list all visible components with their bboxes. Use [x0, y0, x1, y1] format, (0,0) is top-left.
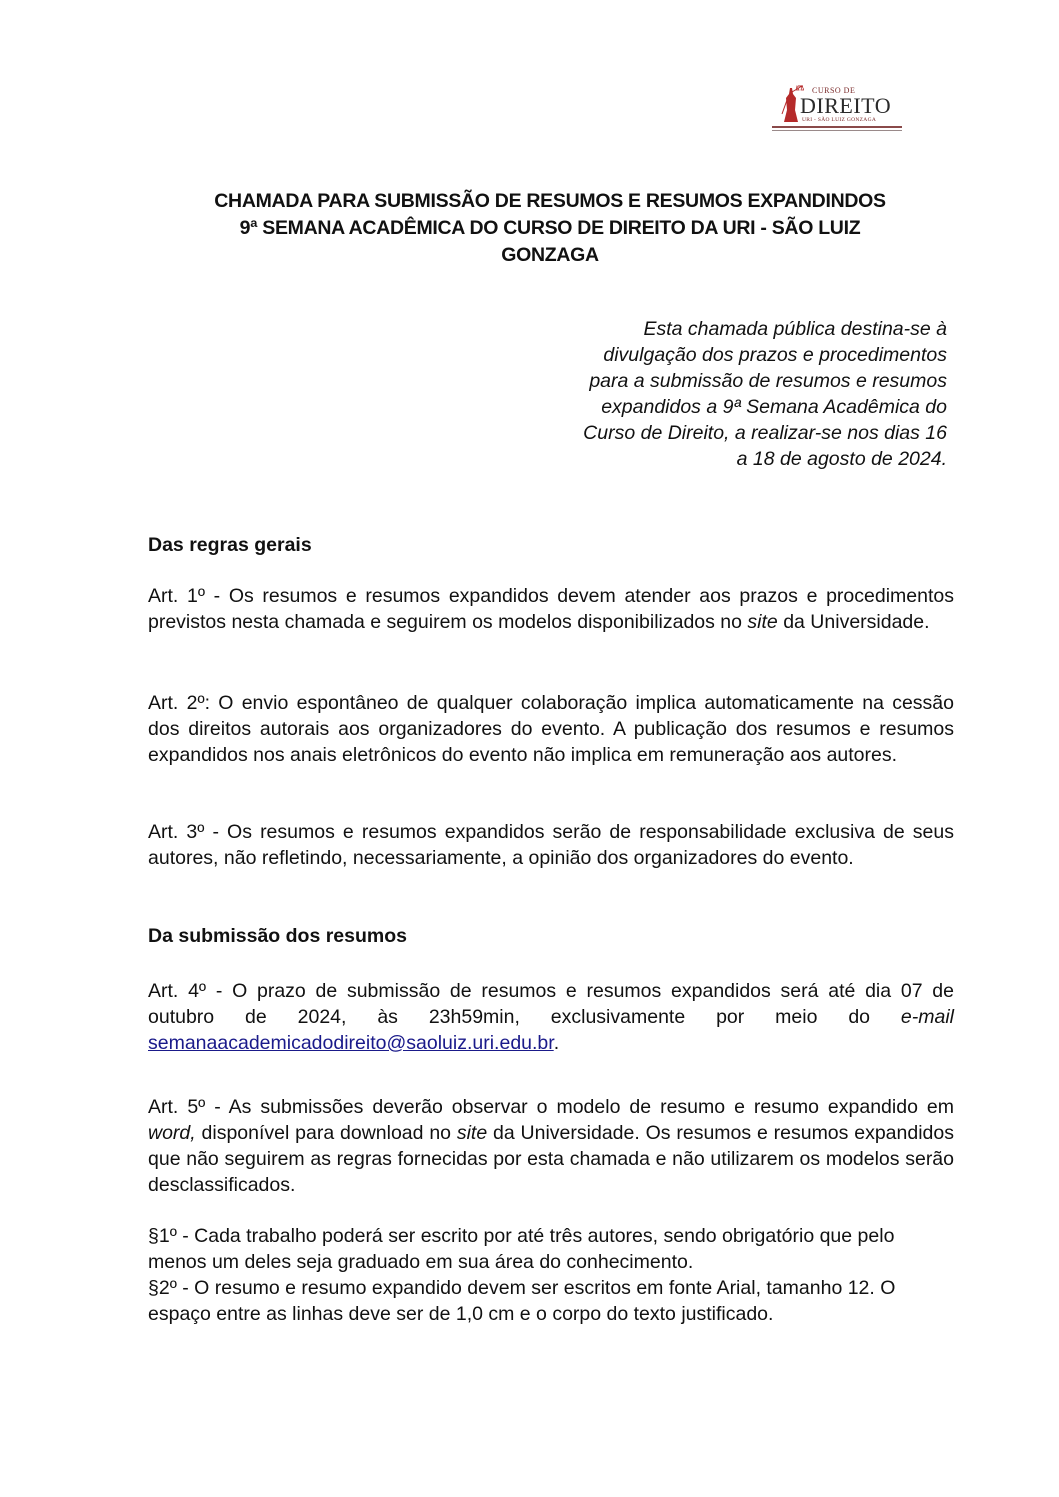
epigraph-line: a 18 de agosto de 2024.	[736, 448, 947, 470]
title-line-3: GONZAGA	[501, 244, 599, 266]
logo-divider-thin	[772, 130, 902, 131]
title-line-1: CHAMADA PARA SUBMISSÃO DE RESUMOS E RESUMOS EXPANDINDOS	[214, 190, 886, 212]
section-heading-regras-gerais: Das regras gerais	[148, 534, 312, 556]
epigraph-line: divulgação dos prazos e procedimentos	[603, 344, 947, 366]
epigraph-line: Esta chamada pública destina-se à	[643, 318, 947, 340]
paragraph-1: §1º - Cada trabalho poderá ser escrito por até três autores, sendo obrigatório que pelo menos um deles seja graduado em sua área do conhecimento.	[148, 1225, 895, 1273]
article-2: Art. 2º: O envio espontâneo de qualquer colaboração implica automaticamente na cessão dos direitos autorais aos organizadores do evento. A publicação dos resumos e resumos expandidos nos anais eletrônicos do evento não implica em remuneração aos autores.	[148, 692, 954, 766]
logo-divider	[772, 126, 902, 128]
paragraph-2: §2º - O resumo e resumo expandido devem ser escritos em fonte Arial, tamanho 12. O espaço entre as linhas deve ser de 1,0 cm e o corpo do texto justificado.	[148, 1277, 896, 1325]
epigraph-line: para a submissão de resumos e resumos	[589, 370, 947, 392]
epigraph-line: Curso de Direito, a realizar-se nos dias 16	[583, 422, 947, 444]
section-heading-submissao: Da submissão dos resumos	[148, 925, 408, 947]
logo-subtitle: URI - SÃO LUIZ GONZAGA	[802, 117, 877, 123]
title-line-2: 9ª SEMANA ACADÊMICA DO CURSO DE DIREITO DA URI - SÃO LUIZ	[239, 217, 861, 239]
document-title	[150, 188, 950, 269]
logo-direito-label: DIREITO	[800, 93, 892, 118]
logo-curso-label: CURSO DE	[812, 86, 856, 95]
article-3: Art. 3º - Os resumos e resumos expandidos serão de responsabilidade exclusiva de seus autores, não refletindo, necessariamente, a opinião dos organizadores do evento.	[148, 821, 954, 869]
submission-email-link[interactable]: semanaacademicadodireito@saoluiz.uri.edu.br	[148, 1032, 554, 1054]
article-1: Art. 1º - Os resumos e resumos expandidos devem atender aos prazos e procedimentos previstos nesta chamada e seguirem os modelos disponibilizados no site da Universidade.	[148, 585, 954, 633]
article-5: Art. 5º - As submissões deverão observar o modelo de resumo e resumo expandido em word, disponível para download no site da Universidade. Os resumos e resumos expandidos que não seguirem as regras fornecidas por esta chamada e não utilizarem os modelos serão desclassificados.	[148, 1096, 954, 1196]
epigraph-line: expandidos a 9ª Semana Acadêmica do	[601, 396, 947, 418]
course-logo	[772, 84, 902, 134]
epigraph	[520, 316, 947, 472]
article-4: Art. 4º - O prazo de submissão de resumos e resumos expandidos será até dia 07 de outubro de 2024, às 23h59min, exclusivamente por meio do e-mail semanaacademicadodireito@saoluiz.uri.edu.br.	[148, 980, 954, 1054]
